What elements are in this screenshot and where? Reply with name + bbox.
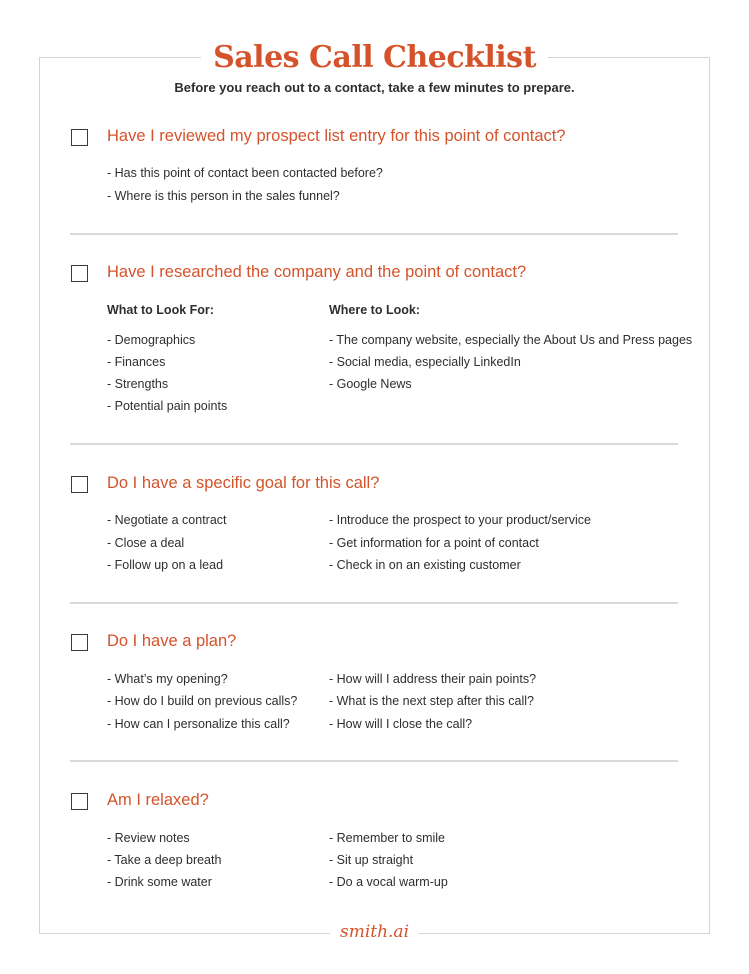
list-item: - Social media, especially LinkedIn bbox=[329, 355, 521, 369]
list-item: - What is the next step after this call? bbox=[329, 694, 534, 708]
column-label-what: What to Look For: bbox=[107, 303, 214, 317]
checkbox-research[interactable] bbox=[71, 265, 88, 282]
list-item: - Google News bbox=[329, 377, 412, 391]
list-item: - How do I build on previous calls? bbox=[107, 694, 298, 708]
section-heading: Do I have a plan? bbox=[107, 632, 237, 650]
section-heading: Have I reviewed my prospect list entry for this point of contact? bbox=[107, 127, 566, 145]
list-item: - Review notes bbox=[107, 831, 190, 845]
list-item: - Sit up straight bbox=[329, 853, 414, 867]
smith-ai-logo: smith.ai bbox=[330, 920, 419, 944]
section-heading: Have I researched the company and the point of contact? bbox=[107, 263, 527, 281]
title-container bbox=[0, 38, 749, 78]
section-heading: Am I relaxed? bbox=[107, 791, 209, 809]
column-label-where: Where to Look: bbox=[329, 303, 420, 317]
list-item: - Finances bbox=[107, 355, 166, 369]
section-divider bbox=[70, 443, 678, 445]
list-item: - Drink some water bbox=[107, 875, 212, 889]
list-item: - Take a deep breath bbox=[107, 853, 222, 867]
section-divider bbox=[70, 602, 678, 604]
list-item: - Strengths bbox=[107, 377, 169, 391]
list-item: - Potential pain points bbox=[107, 399, 228, 413]
list-item: - How can I personalize this call? bbox=[107, 717, 290, 731]
list-item: - Negotiate a contract bbox=[107, 513, 227, 527]
checkbox-prospect-list[interactable] bbox=[71, 129, 88, 146]
page-title: Sales Call Checklist bbox=[201, 38, 548, 78]
section-heading: Do I have a specific goal for this call? bbox=[107, 474, 380, 492]
list-item: - The company website, especially the About Us and Press pages bbox=[329, 333, 693, 347]
list-item: - Follow up on a lead bbox=[107, 558, 224, 572]
section-divider bbox=[70, 760, 678, 762]
list-item: - How will I close the call? bbox=[329, 717, 473, 731]
list-item: - What’s my opening? bbox=[107, 672, 228, 686]
list-item: - Where is this person in the sales funnel? bbox=[107, 189, 340, 203]
list-item: - How will I address their pain points? bbox=[329, 672, 537, 686]
list-item: - Has this point of contact been contacted before? bbox=[107, 166, 383, 180]
list-item: - Remember to smile bbox=[329, 831, 445, 845]
list-item: - Introduce the prospect to your product/service bbox=[329, 513, 591, 527]
checkbox-relaxed[interactable] bbox=[71, 793, 88, 810]
checkbox-goal[interactable] bbox=[71, 476, 88, 493]
page-subtitle: Before you reach out to a contact, take a few minutes to prepare. bbox=[174, 80, 575, 95]
list-item: - Check in on an existing customer bbox=[329, 558, 521, 572]
list-item: - Get information for a point of contact bbox=[329, 536, 539, 550]
footer bbox=[0, 920, 749, 944]
section-divider bbox=[70, 233, 678, 235]
list-item: - Close a deal bbox=[107, 536, 185, 550]
checkbox-plan[interactable] bbox=[71, 634, 88, 651]
list-item: - Demographics bbox=[107, 333, 196, 347]
list-item: - Do a vocal warm-up bbox=[329, 875, 448, 889]
